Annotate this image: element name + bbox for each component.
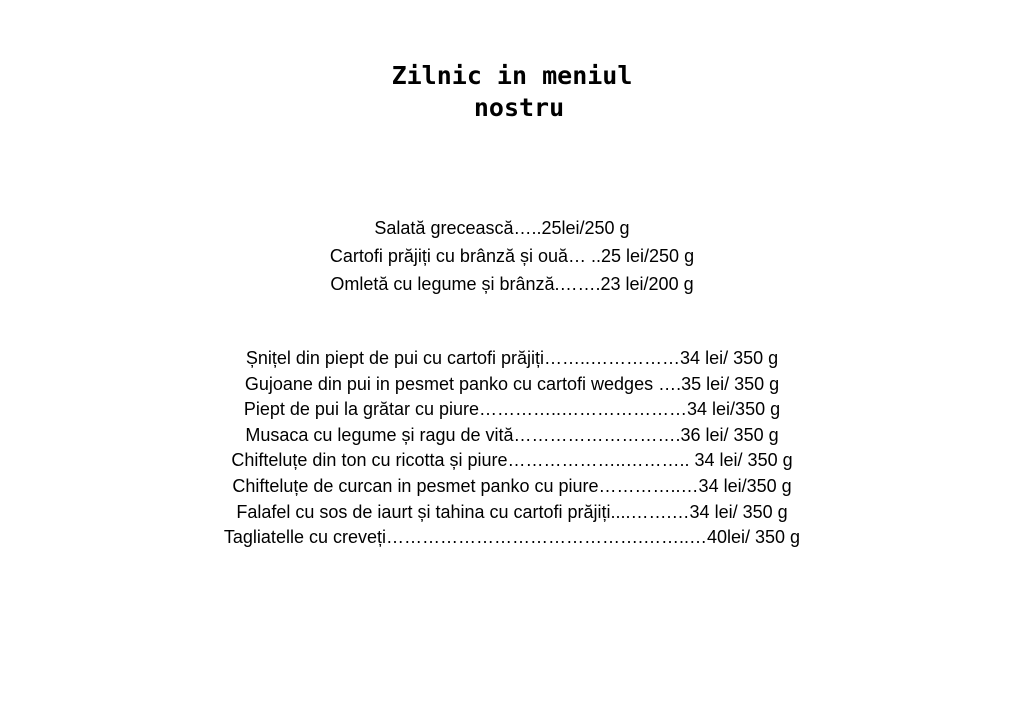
menu-item: Cartofi prăjiți cu brânză și ouă… ..25 lei/250 g: [329, 246, 695, 266]
title-line-2: nostru: [473, 93, 565, 122]
menu-item: Tagliatelle cu creveți…………………………………….……..…40lei/ 350 g: [223, 527, 801, 548]
menu-item: Omletă cu legume și brânză.…….23 lei/200 g: [330, 274, 694, 294]
title-line-1: Zilnic in meniul: [391, 61, 633, 90]
menu-item: Piept de pui la grătar cu piure…………..…………………34 lei/350 g: [243, 399, 781, 420]
menu-item: Musaca cu legume și ragu de vită……………………….36 lei/ 350 g: [245, 424, 779, 445]
menu-item: Șnițel din piept de pui cu cartofi prăjiți……..……………34 lei/ 350 g: [245, 348, 779, 368]
menu-item: Salată grecească…..25lei/250 g: [374, 218, 630, 238]
menu-item: Chifteluțe din ton cu ricotta și piure………………..……….. 34 lei/ 350 g: [231, 450, 793, 471]
menu-section-main-courses: [0, 346, 1024, 551]
page-title: [0, 60, 1024, 124]
menu-item: Gujoane din pui in pesmet panko cu cartofi wedges ….35 lei/ 350 g: [244, 373, 780, 394]
menu-section-breakfast: [0, 214, 1024, 298]
menu-item: Falafel cu sos de iaurt și tahina cu cartofi prăjiți....…….…34 lei/ 350 g: [236, 501, 788, 522]
menu-item: Chifteluțe de curcan in pesmet panko cu piure…………..…34 lei/350 g: [232, 475, 792, 496]
